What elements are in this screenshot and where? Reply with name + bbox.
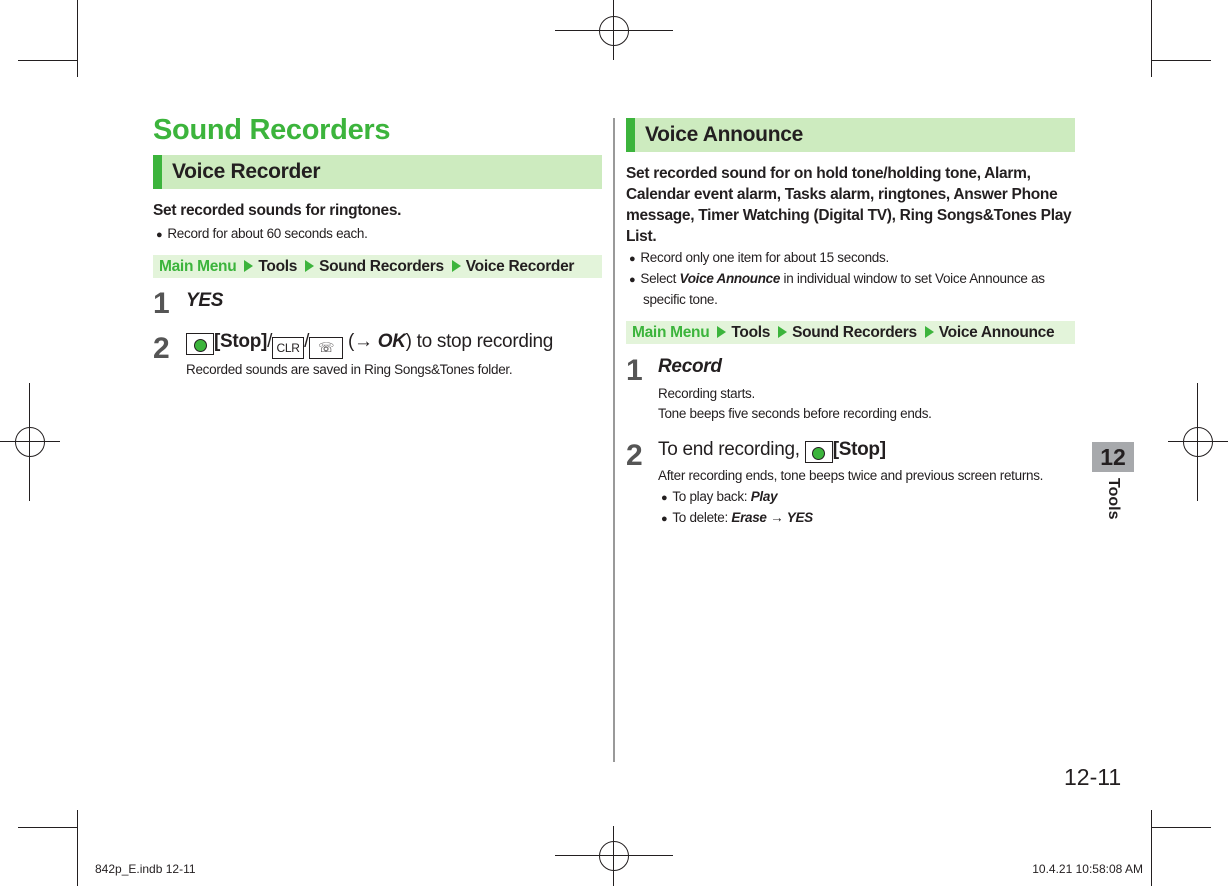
step-number: 1 — [153, 287, 170, 320]
clr-key-icon: CLR — [272, 337, 304, 359]
text: To play back: — [672, 489, 751, 504]
step2-note: After recording ends, tone beeps twice and previous screen returns. — [658, 468, 1044, 483]
step1-note: Recording starts. — [658, 386, 755, 401]
breadcrumb-tools: Tools — [731, 324, 771, 341]
stop-label: [Stop] — [832, 439, 886, 460]
bullet-item — [629, 269, 1088, 310]
breadcrumb-voice-recorder: Voice Recorder — [465, 258, 575, 275]
voice-announce-label: Voice Announce — [679, 271, 781, 286]
step2-note: Recorded sounds are saved in Ring Songs&Tones folder. — [186, 362, 513, 377]
triangle-icon — [305, 260, 314, 272]
breadcrumb — [153, 255, 602, 278]
text: (→ — [343, 331, 378, 352]
play-label: Play — [750, 489, 778, 504]
step-number: 2 — [626, 439, 643, 472]
footer-left: 842p_E.indb 12-11 — [95, 862, 196, 876]
center-key-icon — [805, 441, 833, 463]
center-key-icon — [186, 333, 214, 355]
triangle-icon — [778, 326, 787, 338]
section-voice-announce: Voice Announce — [626, 118, 1075, 152]
column-divider — [613, 118, 615, 762]
step-number: 1 — [626, 354, 643, 387]
footer-right: 10.4.21 10:58:08 AM — [1032, 862, 1143, 876]
chapter-tab-label: Tools — [1105, 478, 1122, 520]
triangle-icon — [244, 260, 253, 272]
breadcrumb-main-menu: Main Menu — [632, 324, 710, 341]
triangle-icon — [717, 326, 726, 338]
text: ) to stop recording — [405, 331, 554, 352]
breadcrumb — [626, 321, 1075, 344]
bullet-item: ● Record only one item for about 15 seconds. — [629, 248, 889, 269]
breadcrumb-sound-recorders: Sound Recorders — [792, 324, 917, 341]
breadcrumb-sound-recorders: Sound Recorders — [319, 258, 444, 275]
bullet-item — [661, 508, 813, 529]
ok-label: OK — [377, 331, 406, 352]
intro-text: Set recorded sounds for ringtones. — [153, 202, 402, 219]
step2-text — [658, 439, 886, 463]
yes-label: YES — [786, 510, 813, 525]
text: Select — [640, 271, 680, 286]
breadcrumb-main-menu: Main Menu — [159, 258, 237, 275]
text: To end recording, — [658, 439, 805, 460]
stop-label: [Stop] — [214, 331, 268, 352]
step1-note: Tone beeps five seconds before recording ends. — [658, 406, 932, 421]
step-number: 2 — [153, 332, 170, 365]
triangle-icon — [925, 326, 934, 338]
page-title: Sound Recorders — [153, 114, 391, 146]
text: To delete: — [672, 510, 732, 525]
arrow: → — [766, 510, 787, 525]
breadcrumb-voice-announce: Voice Announce — [938, 324, 1055, 341]
chapter-tab-number: 12 — [1092, 442, 1134, 472]
triangle-icon — [452, 260, 461, 272]
breadcrumb-tools: Tools — [258, 258, 298, 275]
section-voice-recorder: Voice Recorder — [153, 155, 602, 189]
bullet-item: ● Record for about 60 seconds each. — [156, 224, 368, 245]
text: in individual window to set Voice Announce as specific tone. — [643, 271, 1045, 307]
step1-text: Record — [658, 356, 722, 377]
end-key-icon: ☏ — [309, 337, 343, 359]
step2-text — [186, 331, 553, 359]
page-number: 12-11 — [1064, 764, 1122, 790]
step1-text: YES — [186, 290, 224, 311]
separator: / — [267, 331, 273, 352]
erase-label: Erase — [731, 510, 767, 525]
bullet-item — [661, 487, 777, 508]
intro-text: Set recorded sound for on hold tone/holding tone, Alarm, Calendar event alarm, Tasks alarm, ringtones, Answer Phone message, Timer Watching (Digital TV), Ring Songs&Tones Play List. — [626, 165, 1072, 245]
separator: / — [304, 331, 310, 352]
